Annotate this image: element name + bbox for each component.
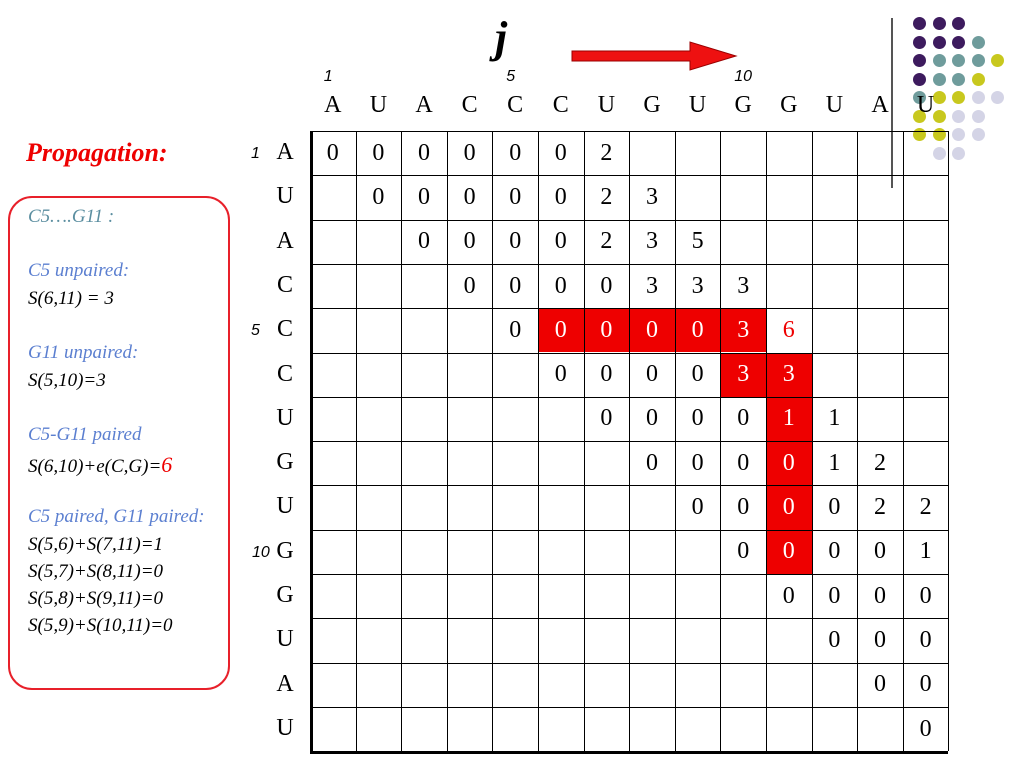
matrix-cell — [812, 175, 858, 219]
panel-line — [28, 288, 114, 310]
matrix-cell — [766, 707, 812, 751]
decorative-dot — [952, 91, 965, 104]
decorative-dot — [913, 73, 926, 86]
matrix-cell — [447, 663, 493, 707]
matrix-cell: 0 — [600, 361, 613, 388]
matrix-cell — [356, 308, 402, 352]
matrix-cell — [720, 707, 766, 751]
matrix-cell: 0 — [919, 715, 932, 742]
matrix-cell — [447, 308, 493, 352]
decorative-dot — [972, 54, 985, 67]
matrix-cell: 0 — [645, 361, 658, 388]
matrix-cell — [310, 530, 356, 574]
matrix-cell — [492, 663, 538, 707]
matrix-cell: 0 — [782, 582, 795, 609]
matrix-cell — [857, 264, 903, 308]
matrix-cell: 3 — [691, 272, 704, 299]
matrix-cell — [720, 618, 766, 662]
matrix-cell: 0 — [463, 228, 476, 255]
panel-line-text: S(6,11) = 3 — [28, 288, 114, 309]
matrix-cell — [584, 707, 630, 751]
matrix-cell: 0 — [737, 538, 750, 565]
matrix-cell: 3 — [720, 353, 766, 397]
matrix-cell: 0 — [919, 582, 932, 609]
matrix-cell — [538, 707, 584, 751]
column-base-label: U — [688, 92, 707, 118]
panel-line — [28, 615, 173, 637]
matrix-cell — [720, 175, 766, 219]
column-index-number: 1 — [323, 68, 333, 85]
matrix-cell — [538, 530, 584, 574]
matrix-cell: 0 — [554, 272, 567, 299]
matrix-cell: 0 — [828, 582, 841, 609]
matrix-cell — [401, 618, 447, 662]
decorative-dot — [952, 147, 965, 160]
row-base-label: A — [276, 139, 294, 165]
row-base-label: U — [276, 493, 294, 520]
matrix-cell — [629, 663, 675, 707]
matrix-cell: 0 — [584, 308, 630, 352]
panel-line-text: C5-G11 paired — [28, 424, 142, 445]
matrix-cell — [310, 220, 356, 264]
matrix-cell: 0 — [600, 272, 613, 299]
decorative-dot — [913, 36, 926, 49]
matrix-cell — [401, 530, 447, 574]
panel-line — [28, 260, 129, 282]
matrix-cell — [675, 530, 721, 574]
matrix-cell: 0 — [509, 316, 522, 343]
matrix-cell — [356, 618, 402, 662]
decorative-dot — [933, 17, 946, 30]
matrix-cell: 3 — [645, 272, 658, 299]
matrix-cell — [720, 131, 766, 175]
column-base-label: U — [369, 92, 388, 118]
matrix-cell — [310, 264, 356, 308]
matrix-cell — [310, 353, 356, 397]
decorative-dot — [952, 36, 965, 49]
grid-line-horizontal — [310, 485, 948, 486]
matrix-cell — [584, 441, 630, 485]
matrix-cell — [675, 618, 721, 662]
matrix-cell — [857, 707, 903, 751]
grid-line-horizontal — [310, 707, 948, 708]
matrix-cell: 2 — [600, 183, 613, 210]
matrix-cell — [492, 574, 538, 618]
panel-title: Propagation: — [26, 138, 168, 167]
grid-line-horizontal — [310, 751, 948, 754]
row-base-label: G — [276, 537, 294, 564]
matrix-cell — [857, 175, 903, 219]
panel-line — [28, 342, 138, 364]
panel-line-text: S(5,6)+S(7,11)=1 — [28, 534, 164, 555]
matrix-cell — [401, 574, 447, 618]
row-base-label: U — [276, 404, 294, 431]
matrix-cell: 0 — [766, 485, 812, 529]
matrix-cell: 0 — [509, 272, 522, 299]
matrix-cell — [903, 131, 949, 175]
matrix-cell: 2 — [600, 228, 613, 255]
row-base-label: A — [276, 227, 294, 254]
matrix-cell — [401, 397, 447, 441]
row-base-label: C — [276, 316, 293, 343]
grid-line-horizontal — [310, 618, 948, 619]
panel-line-text: S(6,10)+e(C,G)= — [28, 456, 162, 477]
matrix-cell — [903, 441, 949, 485]
matrix-cell: 0 — [509, 228, 522, 255]
matrix-cell — [675, 663, 721, 707]
decorative-dot — [933, 36, 946, 49]
matrix-cell — [447, 441, 493, 485]
matrix-cell: 3 — [645, 228, 658, 255]
matrix-cell: 0 — [873, 671, 886, 698]
matrix-cell — [356, 353, 402, 397]
matrix-cell — [447, 618, 493, 662]
panel-line — [28, 561, 163, 583]
decorative-dot — [991, 54, 1004, 67]
row-base-label: U — [276, 626, 294, 653]
matrix-cell: 0 — [737, 494, 750, 521]
matrix-cell — [401, 264, 447, 308]
matrix-cell — [310, 441, 356, 485]
matrix-cell — [584, 618, 630, 662]
grid-line-vertical — [629, 131, 630, 751]
grid-line-vertical — [675, 131, 676, 751]
matrix-cell — [675, 131, 721, 175]
matrix-cell — [766, 264, 812, 308]
panel-line — [28, 370, 106, 392]
matrix-cell — [812, 353, 858, 397]
column-base-label: A — [871, 92, 889, 118]
matrix-cell — [812, 264, 858, 308]
grid-line-vertical — [948, 131, 949, 751]
decorative-dot — [991, 91, 1004, 104]
matrix-cell: 0 — [873, 538, 886, 565]
panel-line — [28, 206, 114, 228]
column-base-label: U — [597, 92, 616, 118]
matrix-cell — [629, 131, 675, 175]
matrix-cell — [812, 131, 858, 175]
matrix-cell: 2 — [600, 139, 613, 166]
matrix-cell: 0 — [828, 626, 841, 653]
decorative-dot — [972, 110, 985, 123]
decorative-dot — [933, 54, 946, 67]
matrix-cell — [720, 574, 766, 618]
matrix-cell — [401, 485, 447, 529]
panel-line — [28, 588, 163, 610]
matrix-cell: 1 — [919, 538, 932, 565]
matrix-cell: 0 — [372, 139, 385, 166]
matrix-cell: 5 — [691, 228, 704, 255]
matrix-cell: 0 — [417, 228, 430, 255]
matrix-cell: 3 — [737, 272, 750, 299]
matrix-cell — [675, 574, 721, 618]
matrix-cell: 0 — [675, 308, 721, 352]
grid-line-horizontal — [310, 530, 948, 531]
matrix-cell — [492, 397, 538, 441]
matrix-cell — [812, 663, 858, 707]
column-base-label: C — [552, 92, 569, 118]
matrix-cell — [766, 618, 812, 662]
matrix-cell: 0 — [629, 308, 675, 352]
grid-line-vertical — [720, 131, 721, 751]
matrix-cell — [310, 574, 356, 618]
column-base-label: A — [415, 92, 433, 118]
matrix-cell: 0 — [691, 494, 704, 521]
matrix-cell — [538, 618, 584, 662]
matrix-cell: 2 — [873, 449, 886, 476]
matrix-cell — [584, 663, 630, 707]
matrix-cell — [584, 574, 630, 618]
matrix-cell: 0 — [600, 405, 613, 432]
grid-line-vertical — [766, 131, 767, 751]
matrix-cell — [538, 397, 584, 441]
matrix-cell — [356, 530, 402, 574]
panel-line-text: C5….G11 : — [28, 206, 115, 227]
matrix-cell — [447, 397, 493, 441]
column-index-number: 5 — [506, 68, 516, 85]
matrix-cell — [492, 530, 538, 574]
row-base-label: G — [276, 582, 294, 608]
matrix-cell — [812, 308, 858, 352]
matrix-cell — [629, 707, 675, 751]
decorative-dot — [913, 17, 926, 30]
matrix-cell — [310, 663, 356, 707]
matrix-cell: 0 — [645, 449, 658, 476]
column-base-label: G — [643, 92, 661, 118]
matrix-cell: 0 — [326, 139, 339, 166]
row-base-label: C — [276, 360, 293, 387]
matrix-cell — [720, 220, 766, 264]
matrix-cell: 0 — [538, 308, 584, 352]
matrix-cell: 0 — [828, 538, 841, 565]
matrix-cell — [356, 397, 402, 441]
matrix-cell — [492, 353, 538, 397]
matrix-cell — [629, 530, 675, 574]
panel-line-result: 6 — [161, 452, 173, 477]
column-base-label: A — [324, 92, 342, 118]
row-base-label: U — [276, 183, 294, 210]
matrix-cell: 0 — [737, 449, 750, 476]
j-axis-label: j — [495, 13, 508, 62]
matrix-cell: 0 — [919, 626, 932, 653]
matrix-cell — [447, 530, 493, 574]
matrix-cell: 0 — [463, 139, 476, 166]
matrix-cell — [675, 707, 721, 751]
matrix-cell — [447, 353, 493, 397]
panel-line-text: C5 paired, G11 paired: — [28, 506, 205, 527]
matrix-cell — [903, 353, 949, 397]
matrix-cell — [629, 574, 675, 618]
decorative-dot — [972, 91, 985, 104]
decorative-dot — [952, 73, 965, 86]
matrix-cell — [766, 175, 812, 219]
matrix-cell: 0 — [509, 183, 522, 210]
matrix-cell: 0 — [691, 405, 704, 432]
matrix-cell — [492, 441, 538, 485]
matrix-cell: 2 — [919, 494, 932, 521]
matrix-cell — [310, 707, 356, 751]
matrix-cell — [356, 485, 402, 529]
grid-line-vertical — [903, 131, 904, 751]
matrix-cell: 0 — [463, 272, 476, 299]
decorative-dot — [933, 73, 946, 86]
matrix-cell: 0 — [554, 183, 567, 210]
matrix-cell: 0 — [691, 361, 704, 388]
matrix-cell: 0 — [554, 139, 567, 166]
row-base-label: G — [276, 449, 294, 476]
matrix-cell: 0 — [873, 582, 886, 609]
decorative-dot — [952, 17, 965, 30]
matrix-cell — [857, 397, 903, 441]
matrix-cell — [401, 663, 447, 707]
matrix-cell — [857, 353, 903, 397]
matrix-cell — [447, 574, 493, 618]
matrix-cell: 0 — [554, 361, 567, 388]
matrix-cell: 3 — [766, 353, 812, 397]
grid-line-horizontal — [310, 574, 948, 575]
matrix-cell — [356, 707, 402, 751]
matrix-cell — [401, 441, 447, 485]
matrix-cell — [857, 220, 903, 264]
matrix-cell — [903, 220, 949, 264]
panel-line-text: G11 unpaired: — [28, 342, 139, 363]
matrix-cell: 3 — [720, 308, 766, 352]
matrix-cell: 0 — [509, 139, 522, 166]
column-base-label: U — [916, 92, 935, 118]
grid-line-vertical — [857, 131, 858, 751]
matrix-cell — [401, 353, 447, 397]
matrix-cell — [629, 618, 675, 662]
decorative-dot — [952, 54, 965, 67]
panel-line — [28, 534, 163, 556]
panel-line — [28, 452, 172, 478]
matrix-cell: 0 — [645, 405, 658, 432]
matrix-cell — [538, 441, 584, 485]
matrix-cell — [538, 574, 584, 618]
matrix-cell — [584, 530, 630, 574]
matrix-cell — [720, 663, 766, 707]
matrix-cell — [766, 663, 812, 707]
matrix-cell: 0 — [554, 228, 567, 255]
matrix-cell — [447, 485, 493, 529]
matrix-cell — [492, 485, 538, 529]
matrix-cell — [857, 308, 903, 352]
matrix-cell — [903, 175, 949, 219]
matrix-cell — [492, 618, 538, 662]
grid-line-horizontal — [310, 663, 948, 664]
row-base-label: C — [276, 271, 293, 298]
row-index-number: 5 — [251, 322, 260, 340]
matrix-cell: 0 — [417, 139, 430, 166]
matrix-cell — [857, 131, 903, 175]
matrix-cell — [401, 308, 447, 352]
panel-line-text: S(5,10)=3 — [28, 370, 106, 391]
row-index-number: 1 — [251, 145, 260, 162]
decorative-dot — [952, 110, 965, 123]
decorative-dot — [972, 73, 985, 86]
matrix-cell — [310, 308, 356, 352]
decorative-dot — [972, 128, 985, 141]
matrix-cell: 2 — [873, 494, 886, 521]
matrix-cell: 0 — [919, 671, 932, 698]
matrix-cell — [675, 175, 721, 219]
matrix-cell — [903, 264, 949, 308]
matrix-cell: 0 — [766, 530, 812, 574]
matrix-cell — [356, 264, 402, 308]
row-base-label: A — [276, 670, 294, 697]
matrix-cell: 0 — [737, 405, 750, 432]
matrix-cell — [356, 663, 402, 707]
matrix-cell — [538, 485, 584, 529]
matrix-cell — [766, 220, 812, 264]
matrix-cell — [310, 618, 356, 662]
matrix-cell: 1 — [766, 397, 812, 441]
matrix-cell — [401, 707, 447, 751]
matrix-cell: 0 — [417, 183, 430, 210]
panel-line-text: S(5,7)+S(8,11)=0 — [28, 561, 164, 582]
matrix-cell — [766, 131, 812, 175]
matrix-cell: 0 — [828, 494, 841, 521]
panel-line-text: C5 unpaired: — [28, 260, 130, 281]
panel-line-text: S(5,9)+S(10,11)=0 — [28, 615, 173, 636]
decorative-dot — [972, 36, 985, 49]
column-base-label: G — [780, 92, 798, 118]
panel-line-text: S(5,8)+S(9,11)=0 — [28, 588, 164, 609]
matrix-cell — [447, 707, 493, 751]
matrix-cell: 0 — [372, 183, 385, 210]
matrix-cell: 0 — [691, 449, 704, 476]
matrix-cell — [903, 397, 949, 441]
matrix-cell — [812, 707, 858, 751]
decorative-dot — [913, 54, 926, 67]
row-base-label: U — [276, 714, 294, 741]
matrix-cell — [310, 397, 356, 441]
column-base-label: C — [507, 92, 524, 118]
matrix-cell: 1 — [828, 405, 841, 432]
matrix-cell — [538, 663, 584, 707]
column-base-label: G — [734, 92, 752, 118]
column-base-label: U — [825, 92, 844, 118]
panel-line — [28, 424, 141, 446]
direction-arrow — [570, 40, 740, 72]
matrix-cell — [356, 441, 402, 485]
matrix-cell: 6 — [782, 316, 795, 343]
matrix-cell — [903, 308, 949, 352]
column-index-number: 10 — [734, 68, 752, 85]
matrix-cell — [629, 485, 675, 529]
matrix-cell — [356, 574, 402, 618]
matrix-cell — [310, 175, 356, 219]
decorative-dot — [952, 128, 965, 141]
matrix-cell: 3 — [645, 183, 658, 210]
matrix-cell: 1 — [828, 449, 841, 476]
matrix-cell: 0 — [873, 626, 886, 653]
matrix-cell — [492, 707, 538, 751]
matrix-cell — [310, 485, 356, 529]
row-index-number: 10 — [252, 543, 270, 561]
matrix-cell — [584, 485, 630, 529]
matrix-cell — [356, 220, 402, 264]
matrix-cell — [812, 220, 858, 264]
matrix-cell: 0 — [463, 183, 476, 210]
column-base-label: C — [461, 92, 478, 118]
matrix-cell: 0 — [766, 441, 812, 485]
grid-line-vertical — [812, 131, 813, 751]
panel-line — [28, 506, 205, 528]
